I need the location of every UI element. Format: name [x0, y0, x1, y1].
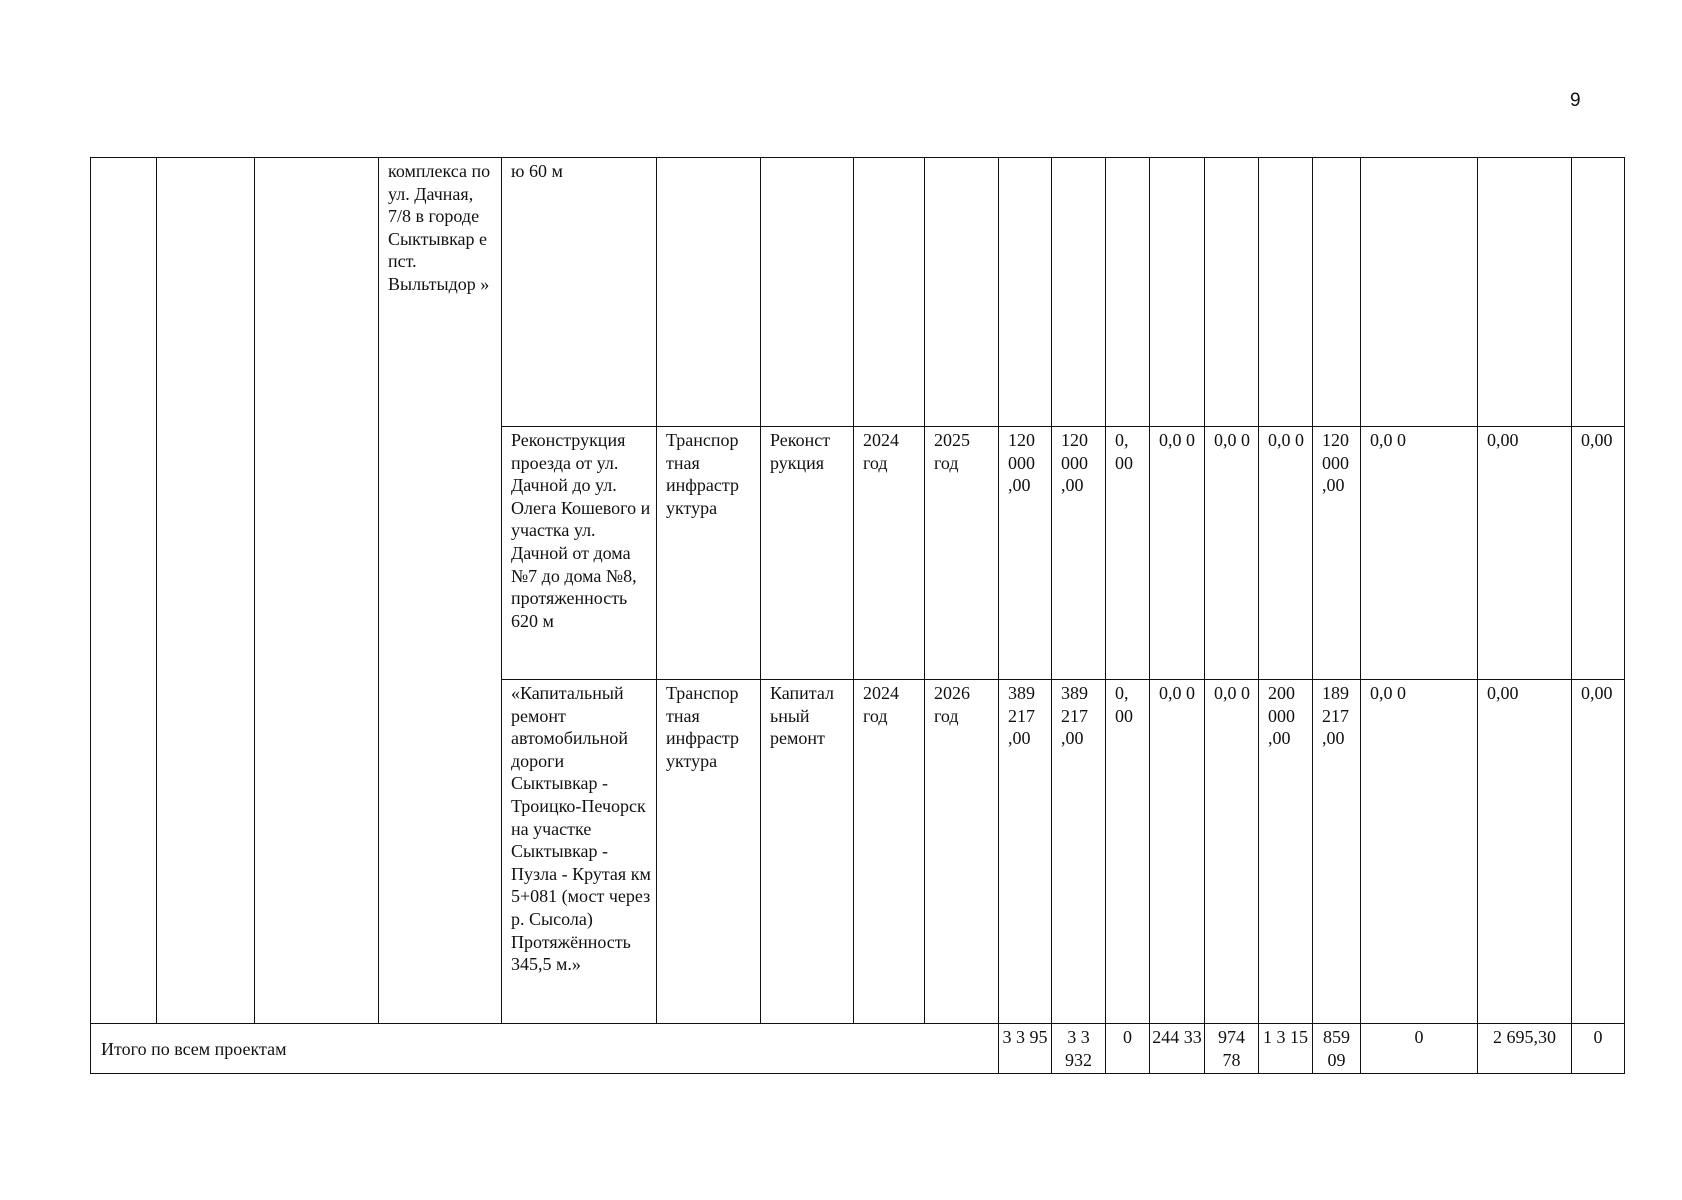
projects-table: [90, 157, 1625, 1074]
value-cell: 189 217 ,00: [1313, 680, 1361, 1024]
col-number-cell: [91, 158, 157, 1024]
project-name-cell: Реконструкция проезда от ул. Дачной до ул. Олега Кошевого и участка ул. Дачной от дома №7 до дома №8, протяженность 620 м: [502, 427, 657, 680]
value-cell: 0,00: [1478, 427, 1572, 680]
sphere-cell: Транспор тная инфрастр уктура: [657, 427, 761, 680]
value-cell: 0,0 0: [1259, 427, 1313, 680]
value-cell: 0,00: [1572, 680, 1625, 1024]
value-cell: 0, 00: [1106, 427, 1150, 680]
col-3-cell: [255, 158, 379, 1024]
sphere-cell: Транспор тная инфрастр уктура: [657, 680, 761, 1024]
value-cell: [999, 158, 1052, 427]
total-value-cell: 859 09: [1313, 1024, 1361, 1074]
value-cell: [1259, 158, 1313, 427]
value-cell: 0,0 0: [1150, 680, 1205, 1024]
value-cell: 0,0 0: [1205, 427, 1259, 680]
value-cell: 0, 00: [1106, 680, 1150, 1024]
total-value-cell: 3 3 932: [1052, 1024, 1106, 1074]
value-cell: 389 217 ,00: [1052, 680, 1106, 1024]
total-value-cell: 244 33: [1150, 1024, 1205, 1074]
col-2-cell: [157, 158, 255, 1024]
work-type-cell: Капитал ьный ремонт: [761, 680, 854, 1024]
value-cell: 120 000 ,00: [999, 427, 1052, 680]
total-row: [91, 1024, 1625, 1074]
value-cell: 0,0 0: [1361, 680, 1478, 1024]
total-value-cell: 974 78: [1205, 1024, 1259, 1074]
project-name-cell: ю 60 м: [502, 158, 657, 427]
start-year-cell: 2024 год: [854, 427, 925, 680]
value-cell: [1478, 158, 1572, 427]
value-cell: [1052, 158, 1106, 427]
end-year-cell: 2026 год: [925, 680, 999, 1024]
value-cell: [1150, 158, 1205, 427]
total-value-cell: 0: [1361, 1024, 1478, 1074]
object-name-cell: комплекса по ул. Дачная, 7/8 в городе Сыктывкар е пст. Выльтыдор »: [379, 158, 502, 1024]
sphere-cell: [657, 158, 761, 427]
total-label: Итого по всем проектам: [91, 1024, 999, 1074]
value-cell: [1205, 158, 1259, 427]
start-year-cell: [854, 158, 925, 427]
value-cell: 200 000 ,00: [1259, 680, 1313, 1024]
work-type-cell: [761, 158, 854, 427]
page-number: 9: [1570, 90, 1581, 111]
value-cell: 0,00: [1572, 427, 1625, 680]
project-name-cell: «Капитальный ремонт автомобильной дороги Сыктывкар - Троицко-Печорск на участке Сыктывкар - Пузла - Крутая км 5+081 (мост через р. Сысола) Протяжённость 345,5 м.»: [502, 680, 657, 1024]
value-cell: 120 000 ,00: [1313, 427, 1361, 680]
work-type-cell: Реконст рукция: [761, 427, 854, 680]
total-value-cell: 0: [1106, 1024, 1150, 1074]
end-year-cell: 2025 год: [925, 427, 999, 680]
start-year-cell: 2024 год: [854, 680, 925, 1024]
value-cell: [1313, 158, 1361, 427]
value-cell: 0,0 0: [1150, 427, 1205, 680]
value-cell: 0,0 0: [1361, 427, 1478, 680]
value-cell: 0,00: [1478, 680, 1572, 1024]
value-cell: 0,0 0: [1205, 680, 1259, 1024]
value-cell: 389 217 ,00: [999, 680, 1052, 1024]
total-value-cell: 3 3 95: [999, 1024, 1052, 1074]
total-value-cell: 0: [1572, 1024, 1625, 1074]
table-row: [91, 158, 1625, 427]
value-cell: 120 000 ,00: [1052, 427, 1106, 680]
value-cell: [1572, 158, 1625, 427]
total-value-cell: 1 3 15: [1259, 1024, 1313, 1074]
end-year-cell: [925, 158, 999, 427]
value-cell: [1361, 158, 1478, 427]
value-cell: [1106, 158, 1150, 427]
total-value-cell: 2 695,30: [1478, 1024, 1572, 1074]
